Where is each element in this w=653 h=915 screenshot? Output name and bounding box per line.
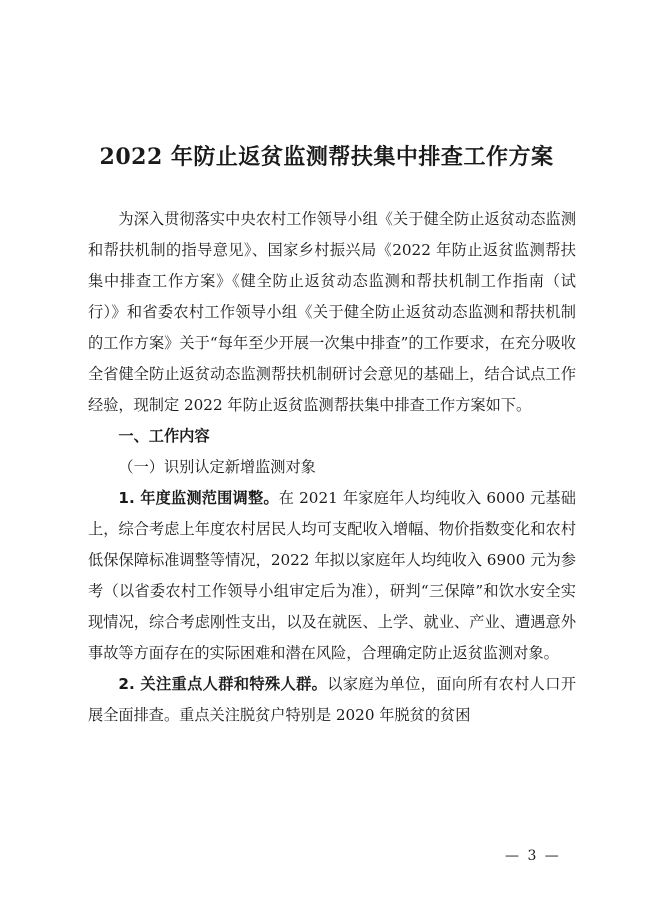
subsection-heading: （一）识别认定新增监测对象	[118, 458, 316, 476]
page-number: — 3 —	[505, 848, 561, 864]
document-body	[88, 204, 576, 731]
item-1-text: 在 2021 年家庭年人均纯收入 6000 元基础上，综合考虑上年度农村居民人均可支配收入增幅、物价指数变化和农村低保保障标准调整等情况，2022 年拟以家庭年人均纯收入 6900 元为参考（以省委农村工作领导小组审定后为准），研判“三保障”和饮水安全实现情况，综合考虑刚性支出，以及在就医、上学、就业、产业、遭遇意外事故等方面存在的实际困难和潜在风险，合理确定防止返贫监测对象。	[88, 489, 576, 662]
item-paragraph-1	[88, 483, 576, 669]
item-paragraph-2	[88, 669, 576, 731]
item-2-text: 以家庭为单位，面向所有农村人口开展全面排查。重点关注脱贫户特别是 2020 年脱贫的贫困	[88, 675, 577, 724]
item-1-lead: 1. 年度监测范围调整。	[118, 489, 279, 507]
document-title: 2022 年防止返贫监测帮扶集中排查工作方案	[99, 144, 554, 170]
section-heading: 一、工作内容	[118, 427, 210, 445]
intro-paragraph: 为深入贯彻落实中央农村工作领导小组《关于健全防止返贫动态监测和帮扶机制的指导意见》、国家乡村振兴局《2022 年防止返贫监测帮扶集中排查工作方案》《健全防止返贫动态监测和帮扶机制工作指南（试行）》和省委农村工作领导小组《关于健全防止返贫动态监测和帮扶机制的工作方案》关于“每年至少开展一次集中排查”的工作要求，在充分吸收全省健全防止返贫动态监测帮扶机制研讨会意见的基础上，结合试点工作经验，现制定 2022 年防止返贫监测帮扶集中排查工作方案如下。	[88, 210, 576, 414]
item-2-lead: 2. 关注重点人群和特殊人群。	[118, 675, 328, 693]
